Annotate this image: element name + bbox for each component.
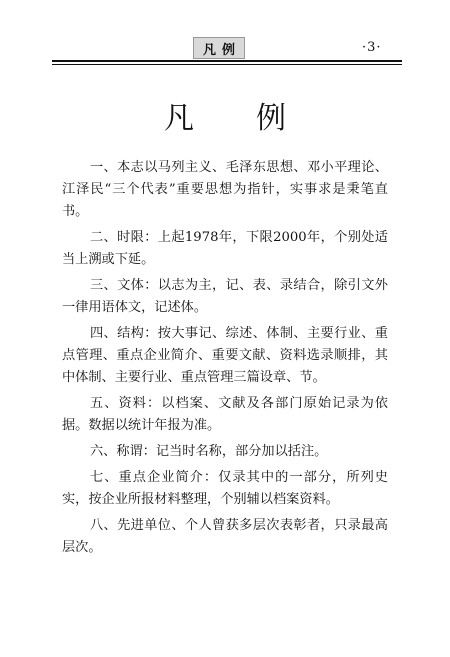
running-header xyxy=(0,0,450,70)
page-title: 凡例 xyxy=(164,101,348,136)
body-text xyxy=(62,157,388,563)
paragraph-5: 五、资料：以档案、文献及各部门原始记录为依据。数据以统计年报为准。 xyxy=(62,396,388,433)
paragraph-6: 六、称谓：记当时名称，部分加以括注。 xyxy=(90,444,328,459)
paragraph-7: 七、重点企业简介：仅录其中的一部分，所列史实，按企业所报材料整理，个别辅以档案资料。 xyxy=(62,470,388,507)
section-label: 凡例 xyxy=(193,37,245,59)
paragraph-2: 二、时限：上起1978年，下限2000年，个别处适当上溯或下延。 xyxy=(62,230,388,267)
paragraph-1: 一、本志以马列主义、毛泽东思想、邓小平理论、江泽民“三个代表”重要思想为指针，实事求是秉笔直书。 xyxy=(62,160,388,219)
header-rule-thin xyxy=(52,64,402,65)
paragraph-3: 三、文体：以志为主，记、表、录结合，除引文外一律用语体文，记述体。 xyxy=(62,278,388,315)
paragraph-4: 四、结构：按大事记、综述、体制、主要行业、重点管理、重点企业简介、重要文献、资料选录顺排，其中体制、主要行业、重点管理三篇设章、节。 xyxy=(62,326,388,385)
paragraph-8: 八、先进单位、个人曾获多层次表彰者，只录最高层次。 xyxy=(62,518,388,555)
header-rule xyxy=(52,60,402,62)
page-number: ·3· xyxy=(362,40,382,55)
